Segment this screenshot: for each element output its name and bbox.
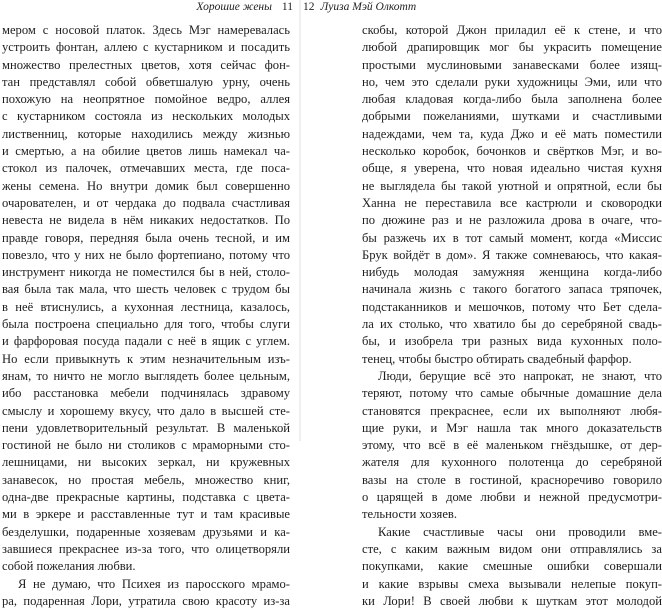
left-page bbox=[0, 0, 299, 608]
text-line: подстаканников и мешочков, потому что Бет сдела- bbox=[362, 299, 662, 314]
text-line: Но если привыкнуть к этим незначительным изъ- bbox=[2, 351, 290, 366]
text-line: гостиной не было ни столиков с мраморными сто- bbox=[2, 438, 290, 453]
text-line: по дюжине раз и не разложила дрова в очаге, что- bbox=[362, 213, 662, 228]
text-line: несколько коробок, бочонков и свёртков Мэг, и во- bbox=[362, 144, 662, 159]
right-page bbox=[301, 0, 662, 608]
text-line: простыми муслиновыми занавесками более изящ- bbox=[362, 57, 662, 72]
text-line: лешницами, ни высоких зеркал, ни кружевных bbox=[2, 455, 290, 470]
running-header-title: Хорошие жены bbox=[196, 1, 272, 13]
text-line: бы разжечь их в тот самый момент, когда «Миссис bbox=[362, 230, 662, 245]
text-line: Люди, берущие всё это напрокат, не знают, что bbox=[378, 368, 662, 383]
text-line: Брук войдёт в дом». Я также сомневаюсь, что какая- bbox=[362, 247, 662, 262]
text-line: безделушки, подаренные хозяевам друзьями и ка- bbox=[2, 524, 290, 539]
text-line: надеждами, чем та, куда Джо и её мать поместили bbox=[362, 126, 662, 141]
text-line: в неё втиснулись, а кухонная лестница, казалось, bbox=[2, 299, 290, 314]
text-line: собой пожелания любви. bbox=[2, 559, 136, 574]
text-line: вазы на столе в гостиной, красноречиво говорило bbox=[362, 472, 662, 487]
page-body-text bbox=[2, 22, 290, 610]
text-line: тан представлял собой обветшалую урну, очень bbox=[2, 74, 290, 89]
text-line: и фарфоровая посуда падали с неё в ящик с углем. bbox=[2, 334, 290, 349]
text-line: была построена специально для того, чтобы слуги bbox=[2, 317, 290, 332]
text-line: вая была так мала, что шесть человек с трудом бы bbox=[2, 282, 290, 297]
text-line: щие руки, и Мэг нашла так много доказательств bbox=[362, 420, 662, 435]
text-line: теряют, потому что самые обычные домашние дела bbox=[362, 386, 662, 401]
text-line: стокол из палочек, отмечавших места, где поса- bbox=[2, 161, 290, 176]
running-header-title: Луиза Мэй Олкотт bbox=[320, 1, 417, 13]
text-line: тельности хозяев. bbox=[362, 507, 458, 522]
text-line: тенец, чтобы быстро обтирать свадебный фарфор. bbox=[362, 351, 632, 366]
text-line: жены семена. Но внутри домик был совершенно bbox=[2, 178, 290, 193]
text-line: но, чем это сделали руки художницы Эми, или что bbox=[362, 74, 662, 89]
text-line: Ханна не переставила все кастрюли и сковородки bbox=[362, 195, 662, 210]
text-line: множество прелестных цветов, хотя сейчас фон- bbox=[2, 57, 290, 72]
page-number: 11 bbox=[281, 1, 293, 13]
text-line: начинала жизнь с такого богатого запаса тряпочек, bbox=[362, 282, 662, 297]
text-line: покупками, какие смешные ошибки совершали bbox=[362, 559, 662, 574]
text-line: похожую на неопрятное помойное ведро, аллея bbox=[2, 92, 290, 107]
text-line: сте, с каким важным видом они отправлялись за bbox=[362, 541, 662, 556]
text-line: инструмент никогда не поместился бы в ней, столо- bbox=[2, 265, 290, 280]
text-line: Я не думаю, что Психея из паросского мрамо- bbox=[18, 576, 290, 591]
text-line: не выглядела бы такой уютной и опрятной, если бы bbox=[362, 178, 662, 193]
text-line: жателя для кухонного полотенца до серебряной bbox=[362, 455, 662, 470]
text-line: становятся прекраснее, если их выполняют любя- bbox=[362, 403, 662, 418]
text-line: очарователен, и от чердака до подвала счастливая bbox=[2, 195, 290, 210]
text-line: добрыми пожеланиями, шутками и счастливыми bbox=[362, 109, 662, 124]
text-line: ибо расстановка мебели подчинялась здравому bbox=[2, 386, 290, 401]
text-line: обще, я уверена, что новая идеально чистая кухня bbox=[362, 161, 662, 176]
text-line: любая кладовая когда-либо была заполнена более bbox=[362, 92, 662, 107]
text-line: этому, что всё в её маленьком гнёздышке, от дер- bbox=[362, 438, 662, 453]
text-line: устроить фонтан, аллею с кустарником и посадить bbox=[2, 40, 290, 55]
text-line: с кустарником состояла из нескольких молодых bbox=[2, 109, 290, 124]
text-line: любой драпировщик мог бы украсить помещение bbox=[362, 40, 662, 55]
text-line: правде говоря, передняя была очень тесной, и им bbox=[2, 230, 290, 245]
text-line: ра, подаренная Лори, утратила свою красоту из-за bbox=[2, 593, 290, 608]
running-header-right bbox=[303, 1, 416, 13]
text-line: янам, то ничто не могло выглядеть более цельным, bbox=[2, 368, 290, 383]
text-line: занавесок, но простая мебель, множество книг, bbox=[2, 472, 290, 487]
text-line: пени удовлетворительный результат. В маленькой bbox=[2, 420, 290, 435]
text-line: нибудь молодая замужняя женщина когда-либо bbox=[362, 265, 662, 280]
text-line: о царящей в доме любви и нежной предусмотри- bbox=[362, 490, 662, 505]
text-line: повезло, что у них не было фортепиано, потому что bbox=[2, 247, 290, 262]
text-line: и какие взрывы смеха вызывали нелепые покуп- bbox=[362, 576, 662, 591]
page-body-text bbox=[362, 22, 662, 610]
text-line: завшиеся прекраснее из-за того, что олицетворяли bbox=[2, 541, 290, 556]
page-number: 12 bbox=[303, 1, 315, 13]
text-line: Какие счастливые часы они проводили вме- bbox=[378, 524, 662, 539]
text-line: ки Лори! В своей любви к шуткам этот молодой bbox=[362, 593, 662, 608]
text-line: мером с носовой платок. Здесь Мэг намеревалась bbox=[2, 23, 290, 37]
text-line: ми в эркере и расставленные тут и там красивые bbox=[2, 507, 290, 522]
text-line: ла их столько, что хватило бы до серебряной свадь- bbox=[362, 317, 662, 332]
text-line: одна-две прекрасные картины, подставка с цвета- bbox=[2, 490, 290, 505]
text-line: и смертью, а на обилие цветов лишь намекал ча- bbox=[2, 144, 290, 159]
text-line: бы, и изобрела три разных вида кухонных поло- bbox=[362, 334, 662, 349]
text-line: скобы, которой Джон приладил её к стене, и что bbox=[362, 23, 662, 37]
running-header-left bbox=[196, 1, 293, 13]
text-line: невеста не видела в нём никаких недостатков. По bbox=[2, 213, 290, 228]
text-line: лиственниц, которые находились между жизнью bbox=[2, 126, 290, 141]
text-line: смыслу и хорошему вкусу, что дало в высшей сте- bbox=[2, 403, 290, 418]
